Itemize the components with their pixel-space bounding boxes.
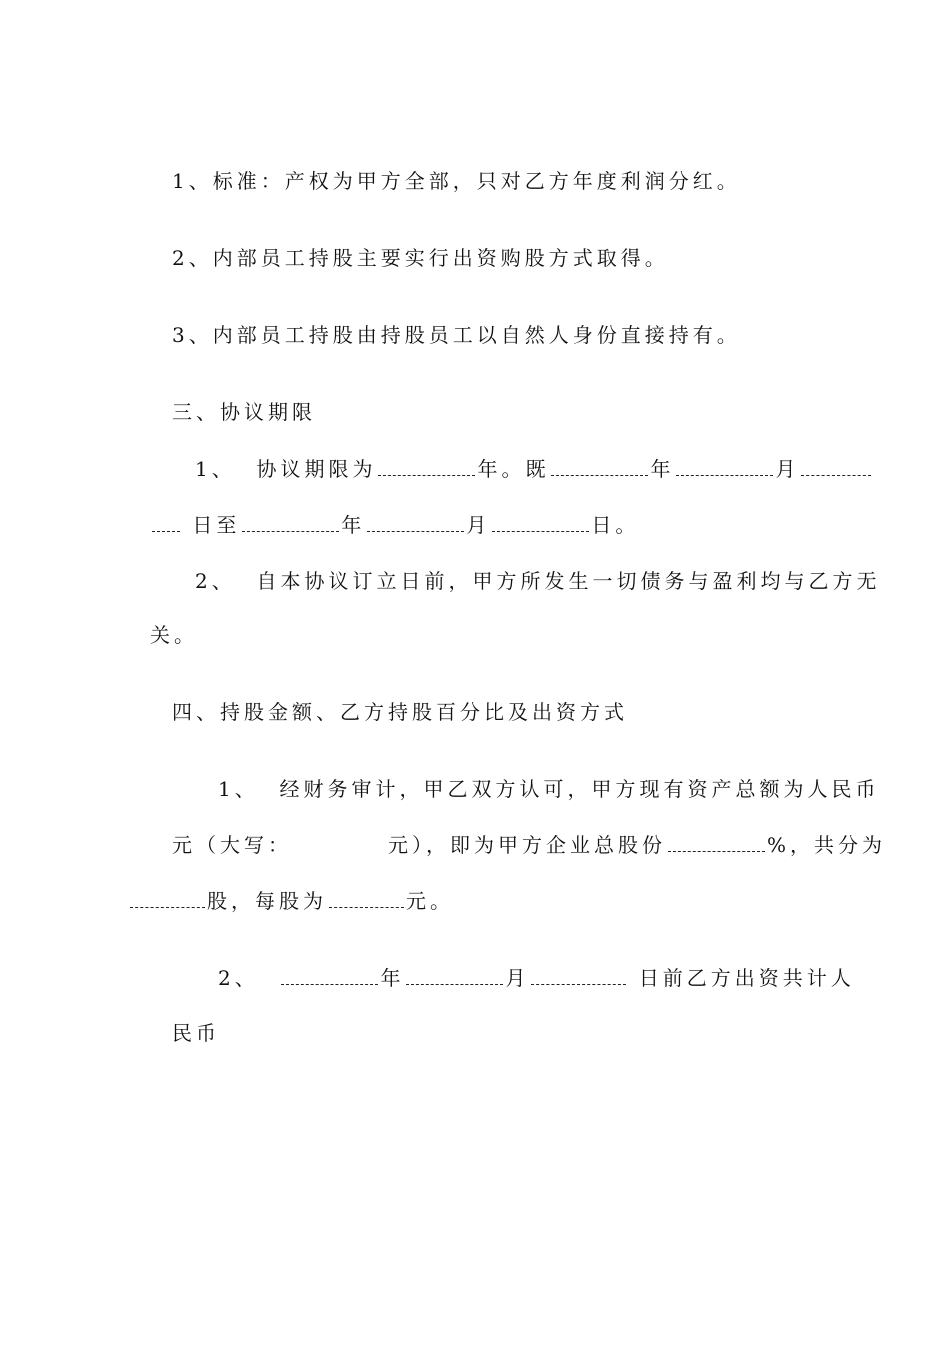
start-month-blank — [676, 461, 773, 476]
end-month-blank — [367, 517, 464, 532]
term-clause-text-d: 月 — [775, 457, 800, 481]
term-clause-text-h: 日。 — [591, 513, 640, 537]
term-clause-line-2 — [150, 512, 639, 538]
end-year-blank — [242, 517, 339, 532]
debt-clause-line-1 — [195, 568, 880, 594]
term-clause-text-e: 日至 — [192, 513, 241, 537]
contribution-clause-line-2: 民币 — [172, 1021, 220, 1045]
capital-clause-number: 1、 — [218, 777, 259, 801]
contribution-clause-number: 2、 — [218, 966, 259, 990]
term-clause-line-1 — [195, 456, 873, 482]
start-day-blank-part-2 — [152, 517, 180, 532]
contribution-clause-text-a: 年 — [380, 966, 405, 990]
section-two-item-2: 2、内部员工持股主要实行出资购股方式取得。 — [172, 246, 669, 270]
start-year-blank — [551, 461, 648, 476]
share-count-blank — [130, 893, 205, 908]
share-percent-blank — [668, 837, 765, 852]
capital-clause-text-e: 股，每股为 — [207, 889, 327, 913]
capital-clause-text-a: 经财务审计，甲乙双方认可，甲方现有资产总额为人民币 — [279, 777, 880, 801]
price-per-share-blank — [329, 893, 404, 908]
contribution-day-blank — [531, 970, 626, 985]
term-clause-text-c: 年 — [650, 457, 675, 481]
section-four-heading: 四、持股金额、乙方持股百分比及出资方式 — [172, 700, 628, 724]
capital-clause-text-c: 元），即为甲方企业总股份 — [388, 833, 666, 857]
term-clause-text-f: 年 — [341, 513, 366, 537]
term-years-blank — [378, 461, 475, 476]
section-three-heading: 三、协议期限 — [172, 400, 316, 424]
capital-clause-line-2 — [172, 832, 886, 858]
capital-clause-line-3 — [128, 888, 454, 914]
term-clause-text-b: 年。既 — [477, 457, 550, 481]
term-clause-text-a: 协议期限为 — [256, 457, 377, 481]
contribution-year-blank — [281, 970, 378, 985]
contribution-month-blank — [406, 970, 503, 985]
capital-clause-line-1 — [218, 776, 879, 802]
term-clause-text-g: 月 — [466, 513, 491, 537]
contribution-clause-line-1 — [218, 965, 855, 991]
capital-clause-text-f: 元。 — [406, 889, 454, 913]
debt-clause-line-2: 关。 — [150, 623, 198, 647]
start-day-blank-part-1 — [801, 461, 871, 476]
debt-clause-number: 2、 — [195, 569, 236, 593]
end-day-blank — [492, 517, 589, 532]
capital-clause-text-d: %，共分为 — [767, 833, 887, 857]
capital-clause-text-b: 元（大写： — [172, 833, 292, 857]
section-two-item-1: 1、标准：产权为甲方全部，只对乙方年度利润分红。 — [172, 169, 741, 193]
contribution-clause-text-b: 月 — [505, 966, 530, 990]
contribution-clause-text-c: 日前乙方出资共计人 — [638, 966, 855, 990]
section-two-item-3: 3、内部员工持股由持股员工以自然人身份直接持有。 — [172, 323, 741, 347]
debt-clause-text-a: 自本协议订立日前，甲方所发生一切债务与盈利均与乙方无 — [256, 569, 881, 593]
term-clause-number: 1、 — [195, 457, 236, 481]
